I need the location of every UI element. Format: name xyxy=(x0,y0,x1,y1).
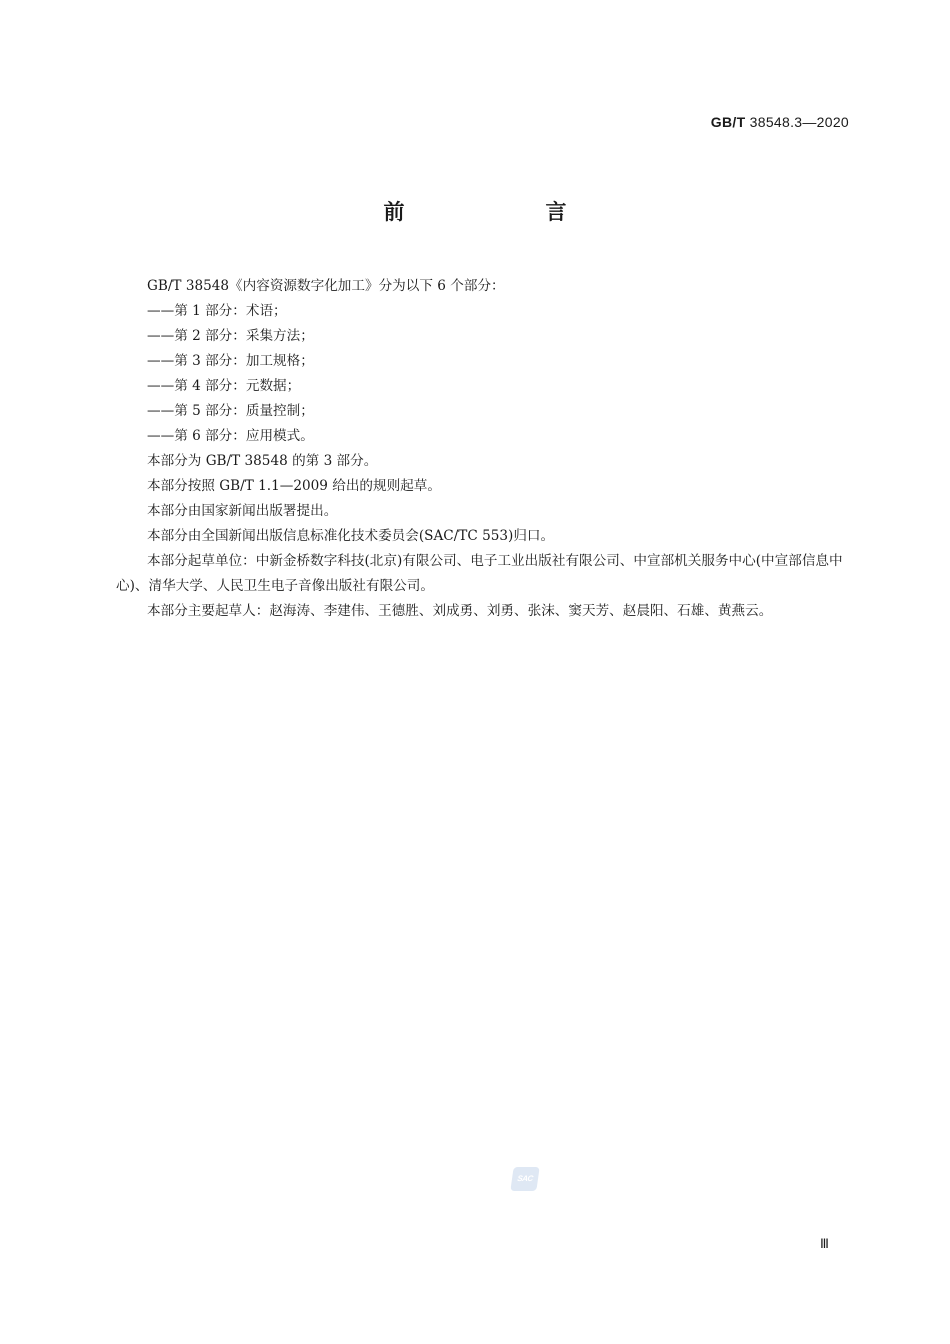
list-item-part-6: ——第 6 部分：应用模式。 xyxy=(147,428,314,444)
paragraph-this-part: 本部分为 GB/T 38548 的第 3 部分。 xyxy=(147,453,378,469)
paragraph-drafting-rules: 本部分按照 GB/T 1.1—2009 给出的规则起草。 xyxy=(147,478,441,494)
list-item-part-2: ——第 2 部分：采集方法； xyxy=(147,328,314,344)
paragraph-parts-intro: GB/T 38548《内容资源数字化加工》分为以下 6 个部分： xyxy=(147,278,505,294)
sac-watermark-text: SAC xyxy=(516,1174,534,1183)
standard-prefix: GB/T xyxy=(710,114,746,130)
paragraph-drafting-units: 本部分起草单位：中新金桥数字科技(北京)有限公司、电子工业出版社有限公司、中宣部机关服务中心(中宣部信息中心)、清华大学、人民卫生电子音像出版社有限公司。 xyxy=(116,553,843,594)
list-item-part-5: ——第 5 部分：质量控制； xyxy=(147,403,314,419)
list-item-part-4: ——第 4 部分：元数据； xyxy=(147,378,301,394)
list-item-part-3: ——第 3 部分：加工规格； xyxy=(147,353,314,369)
sac-watermark-logo xyxy=(510,1167,539,1191)
paragraph-drafters: 本部分主要起草人：赵海涛、李建伟、王德胜、刘成勇、刘勇、张沫、窦天芳、赵晨阳、石雄、黄燕云。 xyxy=(147,603,773,619)
standard-code xyxy=(711,114,849,130)
list-item-part-1: ——第 1 部分：术语； xyxy=(147,303,287,319)
paragraph-centralized-by: 本部分由全国新闻出版信息标准化技术委员会(SAC/TC 553)归口。 xyxy=(147,528,555,544)
page-number: Ⅲ xyxy=(820,1236,829,1251)
standard-number: 38548.3—2020 xyxy=(749,114,849,130)
foreword-body xyxy=(116,274,852,624)
paragraph-proposed-by: 本部分由国家新闻出版署提出。 xyxy=(147,503,338,519)
page-title: 前 言 xyxy=(383,200,627,224)
